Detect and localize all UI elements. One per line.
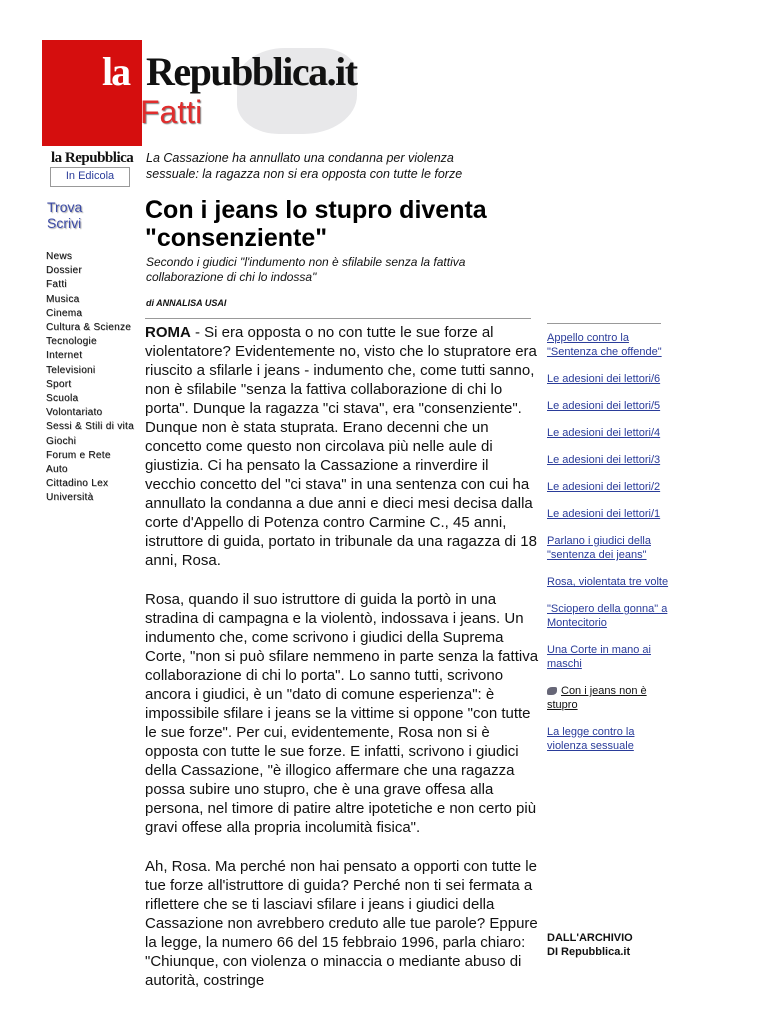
nav-item-internet[interactable]: Internet	[46, 350, 83, 362]
related-link-adesioni-4[interactable]: Le adesioni dei lettori/4	[547, 427, 661, 439]
section-title: Fatti	[140, 94, 203, 130]
paragraph-text: - Si era opposta o no con tutte le sue forze al violentatore? Evidentemente no, visto che lo stupratore era riuscito a sfilarle i jeans - indumento che, come tutti sanno, non è sfilabile "senza la fattiva collaborazione di chi lo porta". Dunque la ragazza "ci stava", era "consenziente". Dunque non è stata stuprata. Erano decenni che un concetto come questo non circolava più nelle aule di giustizia. Ci ha pensato la Cassazione a rinverdire il vecchio concetto del "ci stava" in una sentenza con cui ha annullato la condanna a due anni e dieci mesi decisa dalla corte d'Appello di Potenza contro Carmine C., 45 anni, istruttore di guida, portato in tribunale da una ragazza di 18 anni, Rosa.	[145, 324, 537, 569]
in-edicola-link[interactable]: In Edicola	[65, 170, 115, 182]
archive-line-1: DALL'ARCHIVIO	[547, 932, 633, 944]
article-paragraph: Ah, Rosa. Ma perché non hai pensato a opporti con tutte le tue forze all'istruttore di guida? Perché non ti sei fermata a riflettere che se ti lasciavi sfilare i jeans i giudici della Cassazione non avrebbero creduto alle tue parole? Eppure la legge, la numero 66 del 15 febbraio 1996, parla chiaro: "Chiunque, con violenza o minaccia o mediante abuso di autorità, costringe	[145, 858, 538, 989]
article-paragraph: Rosa, quando il suo istruttore di guida la portò in una stradina di campagna e la violentò, indossava i jeans. Un indumento che, come scrivono i giudici della Suprema Corte, "non si può sfilare nemmeno in parte senza la fattiva collaborazione di chi lo porta". Lo sanno tutti, scrivono ancora i giudici, è un "dato di comune esperienza": è impossibile sfilare i jeans se la vittime si oppone "con tutte le sue forze". Per cui, evidentemente, Rosa non si è opposta con tutte le sue forze. E infatti, scrivono i giudici della Cassazione, "è illogico affermare che una ragazza possa subire uno stupro, che è una grave offesa alla persona, nel timore di patire altre ipotetiche e non certo più gravi offese alla propria incolumità fisica".	[145, 591, 539, 836]
divider	[547, 323, 661, 324]
section-nav	[46, 250, 134, 506]
archive-heading	[547, 931, 633, 959]
nav-item-volontariato[interactable]: Volontariato	[46, 407, 103, 419]
related-link-legge[interactable]: La legge contro la violenza sessuale	[547, 726, 635, 752]
related-link-adesioni-5[interactable]: Le adesioni dei lettori/5	[547, 400, 661, 412]
nav-item-cittadino-lex[interactable]: Cittadino Lex	[46, 478, 109, 490]
logo-main-text: Repubblica.it	[146, 49, 357, 94]
nav-item-scuola[interactable]: Scuola	[46, 393, 79, 405]
related-link-rosa[interactable]: Rosa, violentata tre volte	[547, 576, 669, 588]
article-intro: La Cassazione ha annullato una condanna per violenza sessuale: la ragazza non si era opposta con tutte le forze	[146, 151, 463, 181]
related-link-corte[interactable]: Una Corte in mano ai maschi	[547, 644, 651, 670]
related-link-sciopero[interactable]: "Sciopero della gonna" a Montecitorio	[547, 603, 668, 629]
nav-item-musica[interactable]: Musica	[46, 293, 80, 305]
related-link-adesioni-2[interactable]: Le adesioni dei lettori/2	[547, 481, 661, 493]
nav-item-dossier[interactable]: Dossier	[46, 265, 82, 277]
site-logo[interactable]	[42, 40, 382, 146]
nav-item-news[interactable]: News	[46, 251, 73, 262]
edicola-logo[interactable]: la Repubblica	[51, 150, 134, 166]
scrivi-link[interactable]: Scrivi	[47, 215, 82, 231]
related-link-adesioni-3[interactable]: Le adesioni dei lettori/3	[547, 454, 661, 466]
nav-item-cultura-scienze[interactable]: Cultura & Scienze	[46, 322, 132, 334]
nav-item-universita[interactable]: Università	[46, 492, 94, 504]
related-links	[547, 331, 672, 766]
article-byline: di ANNALISA USAI	[146, 298, 227, 308]
article-headline: Con i jeans lo stupro diventa "consenziente"	[145, 196, 487, 252]
archive-line-2: DI Repubblica.it	[547, 946, 631, 958]
edicola-box	[50, 167, 130, 187]
nav-item-fatti[interactable]: Fatti	[46, 279, 67, 291]
nav-item-forum-rete[interactable]: Forum e Rete	[46, 449, 111, 461]
related-link-appello[interactable]: Appello contro la "Sentenza che offende"	[547, 332, 662, 358]
related-current-article	[547, 684, 672, 712]
logo-la-text: la	[102, 49, 130, 94]
article-body	[145, 323, 540, 1010]
dateline: ROMA	[145, 324, 191, 341]
related-link-parlano-giudici[interactable]: Parlano i giudici della "sentenza dei jeans"	[547, 535, 651, 561]
divider	[145, 318, 531, 319]
nav-item-cinema[interactable]: Cinema	[46, 307, 83, 319]
article-paragraph	[145, 323, 540, 570]
speaker-bullet-icon	[547, 687, 557, 695]
nav-item-giochi[interactable]: Giochi	[46, 435, 77, 447]
related-link-adesioni-6[interactable]: Le adesioni dei lettori/6	[547, 373, 661, 385]
trova-link[interactable]: Trova	[47, 199, 83, 215]
nav-item-televisioni[interactable]: Televisioni	[46, 364, 96, 376]
nav-item-auto[interactable]: Auto	[46, 464, 68, 476]
nav-item-sessi-stili[interactable]: Sessi & Stili di vita	[46, 421, 134, 433]
current-article-label: Con i jeans non è stupro	[547, 685, 647, 711]
article-subtitle: Secondo i giudici "l'indumento non è sfilabile senza la fattiva collaborazione di chi lo indossa"	[146, 255, 466, 284]
nav-item-sport[interactable]: Sport	[46, 378, 72, 390]
nav-item-tecnologie[interactable]: Tecnologie	[46, 336, 97, 348]
related-link-adesioni-1[interactable]: Le adesioni dei lettori/1	[547, 508, 661, 520]
